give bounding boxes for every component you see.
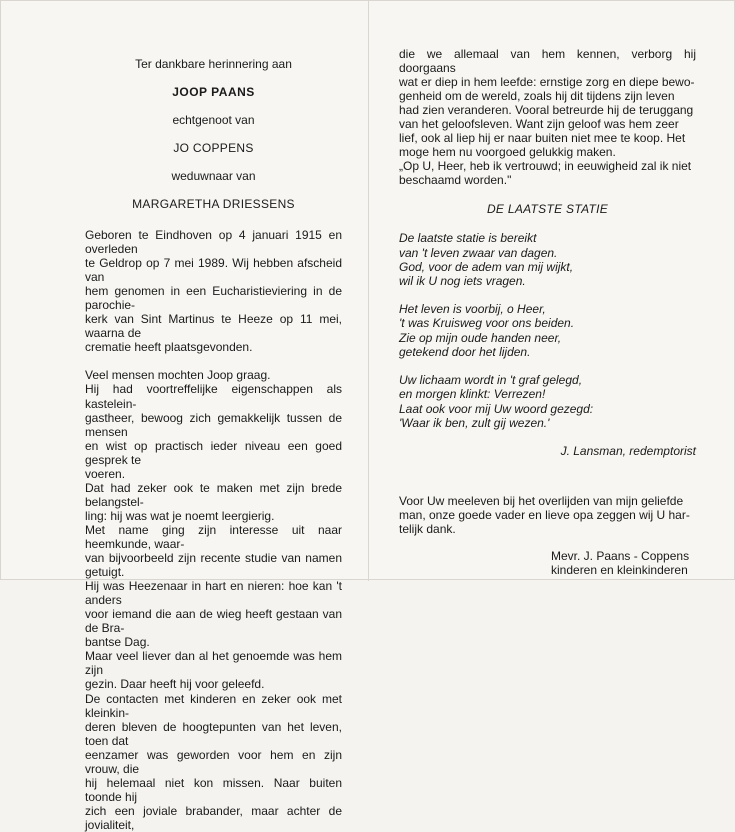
bio-line: die we allemaal van hem kennen, verborg hij doorgaans — [399, 47, 696, 76]
poem-line: getekend door het lijden. — [399, 344, 531, 359]
bio-line: en wist op practisch ieder niveau een goed gesprek te — [85, 438, 342, 467]
bio-line: Hij was Heezenaar in hart en nieren: hoe kan 't anders — [85, 579, 342, 608]
bio-line: Dat had zeker ook te maken met zijn brede belangstel- — [85, 480, 342, 509]
signature-name: Mevr. J. Paans - Coppens — [551, 548, 690, 563]
bio-line: Met name ging zijn interesse uit naar heemkunde, waar- — [85, 522, 342, 551]
signature-family: kinderen en kleinkinderen — [551, 562, 688, 577]
poem-line: 't was Kruisweg voor ons beiden. — [399, 316, 575, 331]
bio-line: van het geloofsleven. Want zijn geloof was hem zeer — [399, 117, 679, 132]
poem-line: en morgen klinkt: Verrezen! — [399, 387, 546, 402]
thanks-message — [399, 494, 696, 536]
bio-line: Geboren te Eindhoven op 4 januari 1915 en overleden — [85, 228, 342, 257]
bio-line: moge hem nu voorgoed gelukkig maken. — [399, 145, 616, 160]
poem-line: God, voor de adem van mij wijkt, — [399, 259, 574, 274]
bio-line: Veel mensen mochten Joop graag. — [85, 368, 271, 383]
poem-line: van 't leven zwaar van dagen. — [399, 245, 558, 260]
thanks-line: telijk dank. — [399, 521, 456, 536]
poem-stanza-3 — [399, 373, 696, 430]
bio-line: Maar veel liever dan al het genoemde was hem zijn — [85, 649, 342, 678]
poem-line: Laat ook voor mij Uw woord gezegd: — [399, 401, 594, 416]
bio-line: voor iemand die aan de wieg heeft gestaan van de Bra- — [85, 607, 342, 636]
thanks-line: man, onze goede vader en lieve opa zeggen wij U har- — [399, 507, 690, 522]
poem-line: Het leven is voorbij, o Heer, — [399, 302, 546, 317]
bio-line: gezin. Daar heeft hij voor geleefd. — [85, 677, 265, 692]
biography — [85, 228, 342, 832]
poem-line: De laatste statie is bereikt — [399, 231, 537, 246]
first-wife-name: MARGARETHA DRIESSENS — [132, 197, 295, 211]
dedication-header — [85, 57, 342, 211]
bio-line: eenzamer was geworden voor hem en zijn vrouw, die — [85, 747, 342, 776]
bio-line: zich een joviale brabander, maar achter de jovialiteit, — [85, 803, 342, 832]
signature — [399, 549, 696, 577]
poem-line: Uw lichaam wordt in 't graf gelegd, — [399, 373, 583, 388]
poem-line: Zie op mijn oude handen neer, — [399, 330, 562, 345]
relation-husband: echtgenoot van — [172, 113, 255, 127]
bio-line: bantse Dag. — [85, 635, 150, 650]
biography-continued — [399, 47, 696, 187]
poem-author: J. Lansman, redemptorist — [560, 443, 696, 458]
bio-line: lief, ook al liep hij er naar buiten niet mee te koop. Het — [399, 131, 686, 146]
deceased-name: JOOP PAANS — [172, 85, 255, 99]
poem-line: 'Waar ik ben, zult gij wezen.' — [399, 415, 550, 430]
bio-line: te Geldrop op 7 mei 1989. Wij hebben afscheid van — [85, 256, 342, 285]
bio-line: Hij had voortreffelijke eigenschappen als kastelein- — [85, 382, 342, 411]
bio-line: ling: hij was wat je noemt leergierig. — [85, 508, 275, 523]
bio-line: gastheer, bewoog zich gemakkelijk tussen de mensen — [85, 410, 342, 439]
poem-title: DE LAATSTE STATIE — [486, 202, 609, 217]
bio-line: had zien veranderen. Vooral betreurde hij de teruggang — [399, 103, 694, 118]
bio-line: hem genomen in een Eucharistieviering in de parochie- — [85, 284, 342, 313]
poem-line: wil ik U nog iets vragen. — [399, 274, 526, 289]
bio-line: deren bleven de hoogtepunten van het leven, toen dat — [85, 719, 342, 748]
bio-line: kerk van Sint Martinus te Heeze op 11 mei, waarna de — [85, 312, 342, 341]
poem-stanza-1 — [399, 231, 696, 288]
spouse-name: JO COPPENS — [173, 141, 254, 155]
quote-line: beschaamd worden." — [399, 173, 512, 188]
bio-line: De contacten met kinderen en zeker ook met kleinkin- — [85, 691, 342, 720]
bio-line: wat er diep in hem leefde: ernstige zorg en diepe bewo- — [399, 75, 695, 90]
bio-line: hij helemaal niet kon missen. Naar buiten toonde hij — [85, 775, 342, 804]
bio-line: genheid om de wereld, zoals hij dit tijdens zijn leven — [399, 89, 675, 104]
thanks-line: Voor Uw meeleven bij het overlijden van mijn geliefde — [399, 493, 684, 508]
bio-line: crematie heeft plaatsgevonden. — [85, 340, 253, 355]
dedication-line: Ter dankbare herinnering aan — [135, 57, 292, 71]
bio-line: voeren. — [85, 466, 126, 481]
quote-line: „Op U, Heer, heb ik vertrouwd; in eeuwigheid zal ik niet — [399, 159, 692, 174]
right-page — [369, 1, 735, 581]
left-page — [1, 1, 368, 832]
relation-widower: weduwnaar van — [171, 169, 256, 183]
poem-stanza-2 — [399, 302, 696, 359]
bio-line: van bijvoorbeeld zijn recente studie van namen getuigt. — [85, 551, 342, 580]
